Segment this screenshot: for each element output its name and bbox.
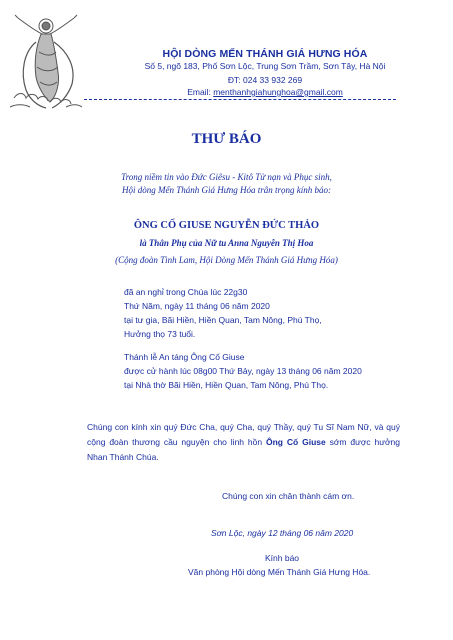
death-info-line: đã an nghỉ trong Chúa lúc 22g30 bbox=[124, 287, 248, 297]
funeral-info-line: Thánh lễ An táng Ông Cố Giuse bbox=[124, 352, 245, 362]
dateline: Sơn Lộc, ngày 12 tháng 06 năm 2020 bbox=[211, 528, 354, 538]
thanks-line: Chúng con xin chân thành cám ơn. bbox=[222, 491, 355, 501]
risen-christ-icon bbox=[6, 12, 88, 112]
death-info-line: Hưởng thọ 73 tuổi. bbox=[124, 329, 196, 339]
intro-line-1: Trong niềm tin vào Đức Giêsu - Kitô Tử nạn và Phục sinh, bbox=[121, 172, 332, 182]
death-info-line: Thứ Năm, ngày 11 tháng 06 năm 2020 bbox=[124, 301, 270, 311]
death-info-line: tại tư gia, Bãi Hiền, Hiền Quan, Tam Nông, Phú Thọ, bbox=[124, 315, 322, 325]
organization-address: Số 5, ngõ 183, Phố Sơn Lộc, Trung Sơn Trầm, Sơn Tây, Hà Nội bbox=[144, 61, 386, 71]
funeral-info-line: được cử hành lúc 08g00 Thứ Bảy, ngày 13 tháng 06 năm 2020 bbox=[124, 366, 362, 376]
email-label: Email: bbox=[187, 87, 211, 97]
organization-name: HỘI DÒNG MẾN THÁNH GIÁ HƯNG HÓA bbox=[162, 48, 368, 60]
email-link[interactable]: menthanhgiahunghoa@gmail.com bbox=[213, 87, 343, 97]
organization-email bbox=[100, 87, 430, 97]
deceased-name: ÔNG CỐ GIUSE NGUYỄN ĐỨC THẢO bbox=[133, 220, 320, 231]
deceased-relation: là Thân Phụ của Nữ tu Anna Nguyễn Thị Hoa bbox=[139, 238, 314, 248]
header-divider bbox=[84, 99, 396, 100]
prayer-text-before: Chúng con kính xin quý Đức Cha, quý Cha, quý Thầy, quý Tu Sĩ Nam Nữ, và quý cộng đoàn thương cầu nguyện cho linh hồn bbox=[87, 422, 400, 447]
prayer-text-after: sớm được hưởng Nhan Thánh Chúa. bbox=[87, 437, 400, 462]
organization-phone: ĐT: 024 33 932 269 bbox=[227, 75, 303, 85]
prayer-text-name: Ông Cố Giuse bbox=[265, 437, 326, 447]
page-title: THƯ BÁO bbox=[191, 131, 262, 147]
funeral-info-line: tại Nhà thờ Bãi Hiền, Hiền Quan, Tam Nông, Phú Thọ. bbox=[124, 380, 329, 390]
prayer-request-paragraph bbox=[87, 420, 400, 465]
signature-office: Văn phòng Hội dòng Mến Thánh Giá Hưng Hóa. bbox=[188, 567, 371, 577]
intro-line-2: Hội dòng Mến Thánh Giá Hưng Hóa trân trọng kính báo: bbox=[122, 185, 331, 195]
deceased-community: (Cộng đoàn Tình Lam, Hội Dòng Mến Thánh Giá Hưng Hóa) bbox=[115, 255, 338, 265]
signature-salutation: Kính báo bbox=[265, 553, 300, 563]
